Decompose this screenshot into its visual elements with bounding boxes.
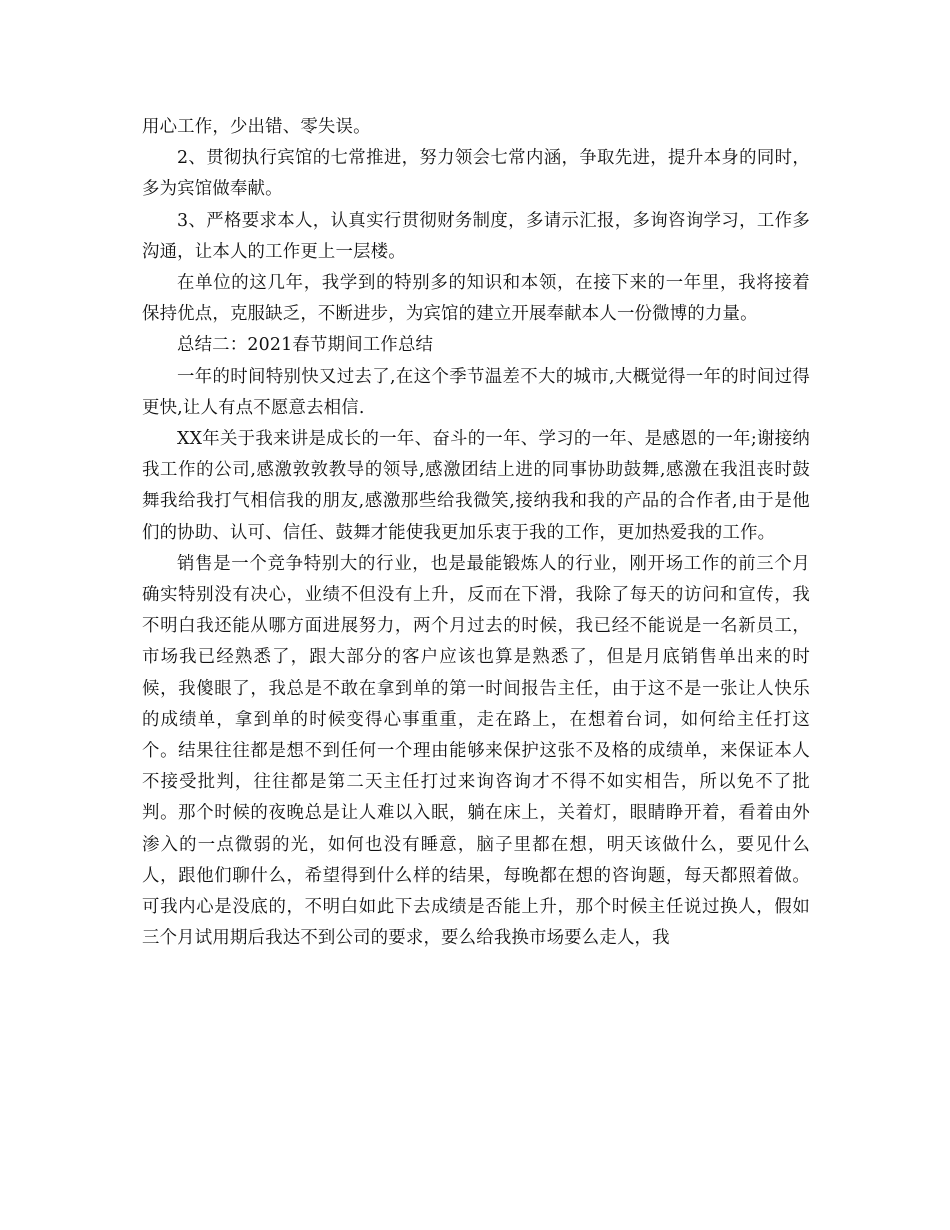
document-page bbox=[142, 112, 810, 954]
paragraph-3: 3、严格要求本人，认真实行贯彻财务制度，多请示汇报，多询咨询学习，工作多沟通，让本人的工作更上一层楼。 bbox=[142, 210, 810, 262]
section-heading: 总结二：2021春节期间工作总结 bbox=[177, 335, 434, 356]
paragraph-8: 销售是一个竞争特别大的行业，也是最能锻炼人的行业，刚开场工作的前三个月确实特别没有决心，业绩不但没有上升，反而在下滑，我除了每天的访问和宣传，我不明白我还能从哪方面进展努力，两个月过去的时候，我已经不能说是一名新员工，市场我已经熟悉了，跟大部分的客户应该也算是熟悉了，但是月底销售单出来的时候，我傻眼了，我总是不敢在拿到单的第一时间报告主任，由于这不是一张让人快乐的成绩单，拿到单的时候变得心事重重，走在路上，在想着台词，如何给主任打这个。结果往往都是想不到任何一个理由能够来保护这张不及格的成绩单，来保证本人不接受批判，往往都是第二天主任打过来询咨询才不得不如实相告，所以免不了批判。那个时候的夜晚总是让人难以入眠，躺在床上，关着灯，眼睛睁开着，看着由外渗入的一点微弱的光，如何也没有睡意，脑子里都在想，明天该做什么，要见什么人，跟他们聊什么，希望得到什么样的结果，每晚都在想的咨询题，每天都照着做。可我内心是没底的，不明白如此下去成绩是否能上升，那个时候主任说过换人，假如三个月试用期后我达不到公司的要求，要么给我换市场要么走人，我 bbox=[142, 553, 810, 949]
paragraph-1: 用心工作，少出错、零失误。 bbox=[142, 117, 371, 137]
paragraph-6: 一年的时间特别快又过去了,在这个季节温差不大的城市,大概觉得一年的时间过得更快,让人有点不愿意去相信. bbox=[142, 366, 810, 418]
paragraph-2: 2、贯彻执行宾馆的七常推进，努力领会七常内涵，争取先进，提升本身的同时，多为宾馆做奉献。 bbox=[142, 148, 810, 200]
paragraph-4: 在单位的这几年，我学到的特别多的知识和本领，在接下来的一年里，我将接着保持优点，克服缺乏，不断进步，为宾馆的建立开展奉献本人一份微博的力量。 bbox=[142, 273, 810, 325]
paragraph-7: XX年关于我来讲是成长的一年、奋斗的一年、学习的一年、是感恩的一年;谢接纳我工作的公司,感激敦敦教导的领导,感激团结上进的同事协助鼓舞,感激在我沮丧时鼓舞我给我打气相信我的朋友,感激那些给我微笑,接纳我和我的产品的合作者,由于是他们的协助、认可、信任、鼓舞才能使我更加乐衷于我的工作，更加热爱我的工作。 bbox=[142, 429, 810, 543]
